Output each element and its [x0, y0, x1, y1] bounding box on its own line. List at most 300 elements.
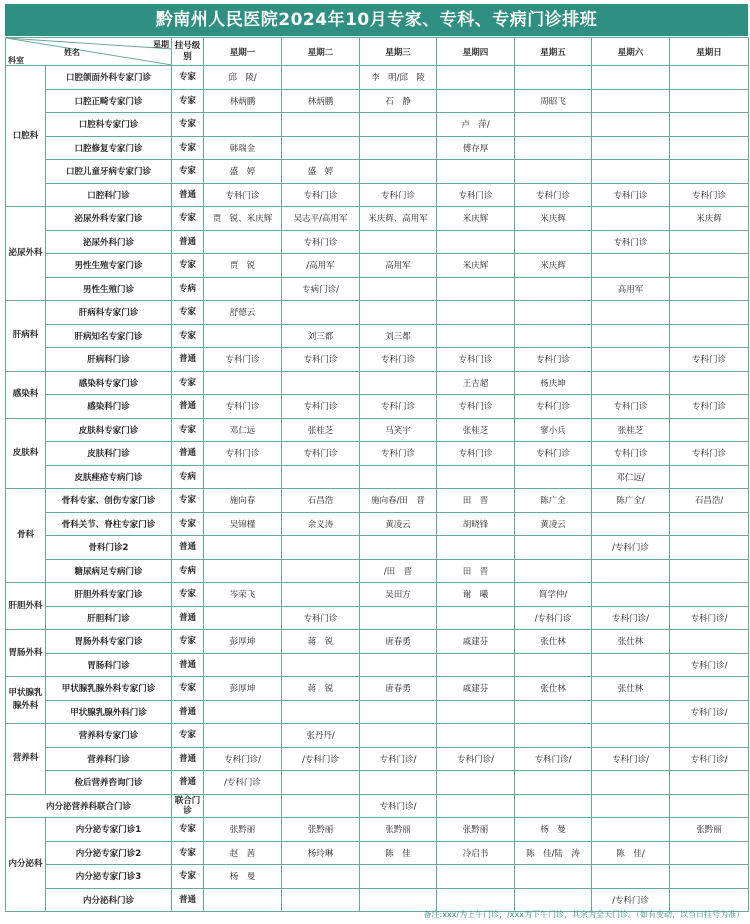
department-name: 皮肤科: [6, 418, 46, 489]
table-row: [6, 371, 749, 395]
schedule-cell: 张桂芝: [437, 418, 515, 442]
schedule-cell: [204, 277, 282, 301]
schedule-cell: [282, 653, 360, 677]
schedule-cell: [282, 536, 360, 560]
schedule-cell: [360, 771, 437, 795]
schedule-cell: 专科门诊/: [670, 653, 749, 677]
schedule-cell: [204, 653, 282, 677]
schedule-cell: [592, 771, 670, 795]
clinic-name: 肝胆外科专家门诊: [46, 583, 172, 607]
schedule-cell: 杨 曼: [515, 818, 592, 842]
schedule-cell: 唐春勇: [360, 630, 437, 654]
clinic-name: 内分泌营养科联合门诊: [6, 794, 172, 818]
schedule-cell: [592, 301, 670, 325]
schedule-cell: 专科门诊: [515, 442, 592, 466]
department-name: 肝病科: [6, 301, 46, 372]
clinic-name: 皮肤痤疮专病门诊: [46, 465, 172, 489]
schedule-cell: [360, 536, 437, 560]
registration-level: 普通: [172, 230, 204, 254]
registration-level: 专病: [172, 559, 204, 583]
department-name: 感染科: [6, 371, 46, 418]
schedule-cell: /专科门诊: [515, 606, 592, 630]
schedule-cell: /专科门诊: [592, 888, 670, 912]
schedule-cell: 黄凌云: [515, 512, 592, 536]
schedule-cell: [592, 653, 670, 677]
schedule-cell: [204, 559, 282, 583]
schedule-cell: 专科门诊/: [592, 747, 670, 771]
schedule-cell: [670, 371, 749, 395]
schedule-cell: 高用军: [360, 254, 437, 278]
schedule-cell: 盛 婷: [204, 160, 282, 184]
schedule-cell: 邓仁远: [204, 418, 282, 442]
schedule-cell: 田 晋: [437, 559, 515, 583]
registration-level: 专家: [172, 489, 204, 513]
schedule-cell: [204, 724, 282, 748]
schedule-cell: 米庆辉、高用军: [360, 207, 437, 231]
schedule-cell: 专科门诊: [282, 606, 360, 630]
page-title: 黔南州人民医院2024年10月专家、专科、专病门诊排班: [5, 4, 748, 36]
schedule-cell: [204, 230, 282, 254]
registration-level: 专家: [172, 207, 204, 231]
schedule-cell: [360, 160, 437, 184]
registration-level: 专家: [172, 301, 204, 325]
table-row: [6, 700, 749, 724]
schedule-cell: 专科门诊: [437, 348, 515, 372]
schedule-cell: [360, 700, 437, 724]
table-row: [6, 653, 749, 677]
schedule-cell: 杨玲琳: [282, 841, 360, 865]
schedule-cell: [670, 865, 749, 889]
schedule-cell: [515, 301, 592, 325]
schedule-cell: [437, 230, 515, 254]
schedule-cell: 专科门诊: [670, 183, 749, 207]
schedule-cell: 专科门诊/: [360, 747, 437, 771]
schedule-cell: 贾 锐: [204, 254, 282, 278]
schedule-cell: [282, 301, 360, 325]
schedule-cell: 专科门诊: [204, 348, 282, 372]
schedule-cell: [515, 536, 592, 560]
schedule-cell: 米庆辉: [437, 207, 515, 231]
schedule-cell: 米庆辉: [515, 254, 592, 278]
schedule-cell: /高用军: [282, 254, 360, 278]
day-header: 星期六: [592, 38, 670, 66]
schedule-cell: [592, 254, 670, 278]
registration-level: 普通: [172, 536, 204, 560]
schedule-cell: 张仕林: [515, 630, 592, 654]
schedule-cell: [670, 512, 749, 536]
schedule-cell: [282, 583, 360, 607]
clinic-name: 口腔正畸专家门诊: [46, 89, 172, 113]
table-row: [6, 89, 749, 113]
table-row: [6, 771, 749, 795]
schedule-cell: [515, 771, 592, 795]
clinic-name: 口腔颌面外科专家门诊: [46, 66, 172, 90]
registration-level: 普通: [172, 183, 204, 207]
schedule-cell: [282, 888, 360, 912]
clinic-name: 口腔儿童牙病专家门诊: [46, 160, 172, 184]
schedule-cell: [204, 536, 282, 560]
clinic-name: 胃肠科门诊: [46, 653, 172, 677]
schedule-cell: 专科门诊: [282, 348, 360, 372]
clinic-name: 营养科门诊: [46, 747, 172, 771]
schedule-cell: [282, 700, 360, 724]
registration-level: 专家: [172, 677, 204, 701]
schedule-cell: 石昌浩/: [670, 489, 749, 513]
schedule-cell: 专科门诊: [515, 395, 592, 419]
schedule-cell: [670, 324, 749, 348]
schedule-cell: [282, 371, 360, 395]
department-name: 骨科: [6, 489, 46, 583]
schedule-cell: [204, 794, 282, 818]
header-row: [6, 38, 749, 66]
schedule-cell: 韩瑞金: [204, 136, 282, 160]
schedule-cell: [437, 301, 515, 325]
schedule-cell: 专科门诊: [282, 183, 360, 207]
schedule-cell: 张黔丽: [204, 818, 282, 842]
schedule-cell: [515, 653, 592, 677]
schedule-cell: [437, 865, 515, 889]
schedule-cell: [204, 888, 282, 912]
schedule-cell: 邱 陵/: [204, 66, 282, 90]
schedule-cell: [360, 865, 437, 889]
clinic-name: 肝病科门诊: [46, 348, 172, 372]
schedule-cell: [437, 465, 515, 489]
schedule-cell: [670, 724, 749, 748]
table-row: [6, 324, 749, 348]
schedule-cell: 专科门诊: [592, 442, 670, 466]
day-header: 星期五: [515, 38, 592, 66]
table-row: [6, 865, 749, 889]
registration-level: 普通: [172, 442, 204, 466]
schedule-cell: 黄凌云: [360, 512, 437, 536]
clinic-name: 检后营养咨询门诊: [46, 771, 172, 795]
registration-level: 普通: [172, 700, 204, 724]
schedule-cell: [515, 794, 592, 818]
schedule-cell: 余义涛: [282, 512, 360, 536]
department-name: 甲状腺乳腺外科: [6, 677, 46, 724]
schedule-cell: [515, 888, 592, 912]
table-row: [6, 442, 749, 466]
registration-level: 专家: [172, 66, 204, 90]
table-row: [6, 583, 749, 607]
schedule-cell: 贾 锐、米庆辉: [204, 207, 282, 231]
table-row: [6, 724, 749, 748]
department-name: 泌尿外科: [6, 207, 46, 301]
schedule-cell: [592, 559, 670, 583]
schedule-cell: [515, 113, 592, 137]
dept-label: 科室: [8, 56, 24, 65]
schedule-cell: [437, 700, 515, 724]
schedule-cell: [360, 606, 437, 630]
schedule-cell: [670, 465, 749, 489]
schedule-cell: [360, 230, 437, 254]
clinic-name: 内分泌专家门诊1: [46, 818, 172, 842]
schedule-cell: 张黔丽: [437, 818, 515, 842]
schedule-cell: [592, 724, 670, 748]
table-row: [6, 888, 749, 912]
schedule-cell: [670, 583, 749, 607]
registration-level: 普通: [172, 348, 204, 372]
clinic-name: 甲状腺乳腺外科门诊: [46, 700, 172, 724]
registration-level: 专家: [172, 160, 204, 184]
schedule-cell: [515, 865, 592, 889]
table-row: [6, 254, 749, 278]
schedule-cell: [360, 113, 437, 137]
schedule-cell: 专科门诊: [204, 395, 282, 419]
schedule-cell: [592, 512, 670, 536]
schedule-cell: [360, 136, 437, 160]
day-header: 星期二: [282, 38, 360, 66]
schedule-cell: 专科门诊: [437, 183, 515, 207]
schedule-cell: [437, 66, 515, 90]
header-corner: [6, 38, 172, 66]
schedule-cell: [515, 724, 592, 748]
schedule-cell: 李 明/邱 陵: [360, 66, 437, 90]
table-row: [6, 841, 749, 865]
schedule-cell: 田 晋: [437, 489, 515, 513]
schedule-cell: [592, 113, 670, 137]
table-row: [6, 183, 749, 207]
clinic-name: 皮肤科门诊: [46, 442, 172, 466]
clinic-name: 骨科专家、创伤专家门诊: [46, 489, 172, 513]
schedule-cell: 专科门诊: [282, 395, 360, 419]
clinic-name: 感染科门诊: [46, 395, 172, 419]
registration-level: 专病: [172, 465, 204, 489]
schedule-cell: [670, 677, 749, 701]
schedule-cell: [204, 324, 282, 348]
schedule-cell: /田 晋: [360, 559, 437, 583]
registration-level: 普通: [172, 606, 204, 630]
schedule-cell: [592, 583, 670, 607]
schedule-table: [5, 37, 749, 912]
schedule-cell: 马笑宇: [360, 418, 437, 442]
clinic-name: 骨科门诊2: [46, 536, 172, 560]
registration-level: 专家: [172, 136, 204, 160]
department-name: 营养科: [6, 724, 46, 795]
registration-level: 普通: [172, 771, 204, 795]
schedule-cell: 专科门诊/: [670, 606, 749, 630]
table-row: [6, 512, 749, 536]
day-header: 星期日: [670, 38, 749, 66]
schedule-cell: [670, 277, 749, 301]
schedule-cell: 刘三都: [282, 324, 360, 348]
registration-level: 普通: [172, 747, 204, 771]
schedule-cell: [282, 559, 360, 583]
registration-level: 专病: [172, 277, 204, 301]
schedule-cell: 专科门诊/: [360, 794, 437, 818]
schedule-cell: 陈 佳/: [592, 841, 670, 865]
schedule-cell: 张黔丽: [282, 818, 360, 842]
schedule-cell: [282, 794, 360, 818]
schedule-cell: [437, 794, 515, 818]
schedule-cell: 施向春: [204, 489, 282, 513]
clinic-name: 糖尿病足专病门诊: [46, 559, 172, 583]
schedule-cell: [515, 324, 592, 348]
schedule-cell: 张黔丽: [670, 818, 749, 842]
schedule-cell: [437, 160, 515, 184]
schedule-cell: [670, 160, 749, 184]
schedule-cell: /专科门诊: [592, 536, 670, 560]
schedule-cell: 胡晓锋: [437, 512, 515, 536]
table-row: [6, 630, 749, 654]
schedule-cell: [437, 324, 515, 348]
schedule-cell: 专科门诊: [360, 348, 437, 372]
schedule-cell: 舒德云: [204, 301, 282, 325]
schedule-cell: [592, 794, 670, 818]
footnote: 备注:xxx/为上午门诊，/xxx为下午门诊，其余为全天门诊。（如有变动，以当日挂号为准）: [423, 910, 744, 919]
schedule-cell: [670, 794, 749, 818]
schedule-cell: 米庆辉: [670, 207, 749, 231]
schedule-cell: [437, 653, 515, 677]
schedule-cell: [670, 418, 749, 442]
schedule-cell: 专病门诊/: [282, 277, 360, 301]
schedule-cell: /专科门诊: [282, 747, 360, 771]
schedule-cell: [204, 371, 282, 395]
registration-level: 普通: [172, 395, 204, 419]
clinic-name: 骨科关节、脊柱专家门诊: [46, 512, 172, 536]
schedule-cell: 吴锦槿: [204, 512, 282, 536]
schedule-cell: [670, 559, 749, 583]
clinic-name: 胃肠外科专家门诊: [46, 630, 172, 654]
table-row: [6, 559, 749, 583]
schedule-cell: [515, 160, 592, 184]
schedule-cell: [592, 865, 670, 889]
clinic-name: 口腔科专家门诊: [46, 113, 172, 137]
schedule-cell: 张仕林: [592, 677, 670, 701]
schedule-cell: [515, 277, 592, 301]
registration-level: 专家: [172, 418, 204, 442]
period-label: 星期: [153, 40, 169, 49]
schedule-cell: [592, 818, 670, 842]
schedule-cell: [592, 160, 670, 184]
schedule-cell: 简学仲/: [515, 583, 592, 607]
schedule-cell: 专科门诊/: [670, 747, 749, 771]
schedule-cell: [670, 66, 749, 90]
schedule-cell: 米庆辉: [515, 207, 592, 231]
table-row: [6, 230, 749, 254]
schedule-cell: 专科门诊: [282, 230, 360, 254]
schedule-cell: 米庆辉: [437, 254, 515, 278]
table-row: [6, 818, 749, 842]
department-name: 口腔科: [6, 66, 46, 207]
table-row: [6, 301, 749, 325]
registration-level: 专家: [172, 630, 204, 654]
clinic-name: 肝胆科门诊: [46, 606, 172, 630]
schedule-cell: [204, 113, 282, 137]
table-row: [6, 136, 749, 160]
schedule-cell: 吴田方: [360, 583, 437, 607]
schedule-cell: 专科门诊: [437, 442, 515, 466]
schedule-cell: [437, 536, 515, 560]
schedule-cell: 刘三都: [360, 324, 437, 348]
schedule-cell: 谢 曦: [437, 583, 515, 607]
schedule-cell: [282, 465, 360, 489]
schedule-cell: [282, 113, 360, 137]
schedule-cell: 专科门诊/: [515, 747, 592, 771]
clinic-name: 甲状腺乳腺外科专家门诊: [46, 677, 172, 701]
schedule-cell: 陈 佳/陆 涛: [515, 841, 592, 865]
schedule-cell: 周昭飞: [515, 89, 592, 113]
schedule-cell: [360, 888, 437, 912]
name-label: 姓名: [64, 48, 80, 57]
department-name: 肝胆外科: [6, 583, 46, 630]
table-row: [6, 747, 749, 771]
registration-level: 专家: [172, 324, 204, 348]
table-row: [6, 348, 749, 372]
schedule-cell: [670, 301, 749, 325]
schedule-cell: 彭厚坤: [204, 630, 282, 654]
schedule-cell: [670, 89, 749, 113]
schedule-cell: [515, 465, 592, 489]
clinic-name: 内分泌专家门诊2: [46, 841, 172, 865]
table-row: [6, 160, 749, 184]
schedule-cell: [592, 348, 670, 372]
schedule-cell: 高用军: [592, 277, 670, 301]
schedule-cell: [670, 230, 749, 254]
schedule-cell: 盛 婷: [282, 160, 360, 184]
schedule-cell: 张桂芝: [592, 418, 670, 442]
schedule-cell: [670, 841, 749, 865]
schedule-cell: [204, 700, 282, 724]
schedule-cell: 陈 佳: [360, 841, 437, 865]
schedule-cell: [670, 771, 749, 795]
day-header: 星期一: [204, 38, 282, 66]
schedule-cell: [515, 700, 592, 724]
clinic-name: 男性生殖门诊: [46, 277, 172, 301]
schedule-cell: [437, 724, 515, 748]
registration-level: 普通: [172, 888, 204, 912]
table-row: [6, 465, 749, 489]
schedule-cell: [670, 536, 749, 560]
registration-level: 专家: [172, 89, 204, 113]
schedule-cell: 专科门诊: [360, 395, 437, 419]
schedule-cell: [282, 865, 360, 889]
schedule-cell: [592, 700, 670, 724]
schedule-cell: 专科门诊: [360, 183, 437, 207]
registration-level: 联合门诊: [172, 794, 204, 818]
schedule-cell: 张仕林: [592, 630, 670, 654]
department-name: 胃肠外科: [6, 630, 46, 677]
schedule-cell: 张丹丹/: [282, 724, 360, 748]
schedule-cell: [592, 66, 670, 90]
schedule-cell: [592, 89, 670, 113]
schedule-cell: 专科门诊/: [437, 747, 515, 771]
schedule-cell: 专科门诊: [360, 442, 437, 466]
schedule-cell: [360, 301, 437, 325]
schedule-cell: [360, 371, 437, 395]
clinic-name: 肝病知名专家门诊: [46, 324, 172, 348]
level-header: 挂号级别: [172, 38, 204, 66]
clinic-name: 男性生殖专家门诊: [46, 254, 172, 278]
schedule-cell: [592, 324, 670, 348]
schedule-cell: 专科门诊: [592, 230, 670, 254]
schedule-cell: [515, 230, 592, 254]
schedule-cell: 戚建芬: [437, 630, 515, 654]
day-header: 星期三: [360, 38, 437, 66]
table-row: [6, 677, 749, 701]
schedule-cell: 傅存厚: [437, 136, 515, 160]
schedule-cell: 专科门诊: [437, 395, 515, 419]
schedule-cell: 陈广全: [515, 489, 592, 513]
schedule-cell: 专科门诊/: [670, 700, 749, 724]
schedule-cell: 戚建芬: [437, 677, 515, 701]
schedule-cell: 专科门诊: [282, 442, 360, 466]
schedule-cell: 林炳鹏: [204, 89, 282, 113]
clinic-name: 肝病科专家门诊: [46, 301, 172, 325]
table-row: [6, 536, 749, 560]
schedule-cell: 唐春勇: [360, 677, 437, 701]
clinic-name: 内分泌科门诊: [46, 888, 172, 912]
